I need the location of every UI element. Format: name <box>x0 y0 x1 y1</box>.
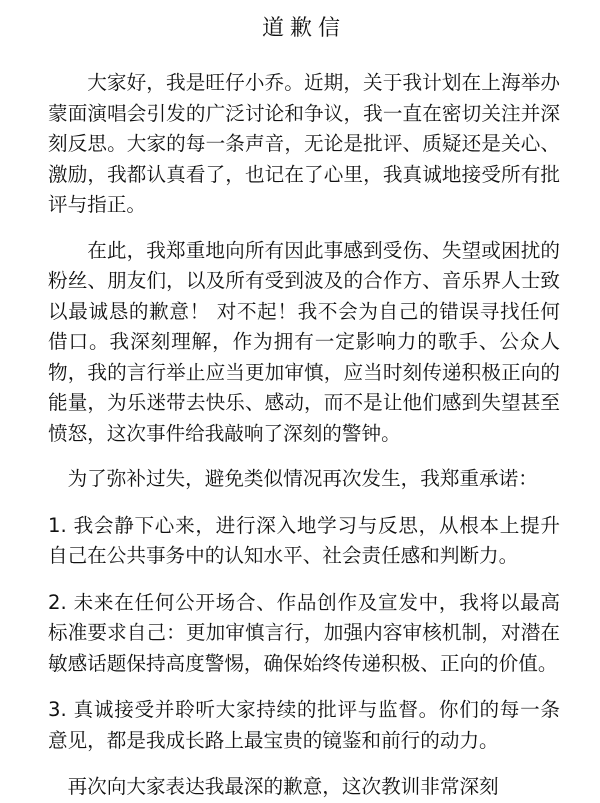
paragraph-commitment-intro: 为了弥补过失，避免类似情况再次发生，我郑重承诺： <box>67 467 538 490</box>
paragraph-closing-partial: 再次向大家表达我最深的歉意，这次教训非常深刻 <box>67 775 499 798</box>
paragraph-apology: 在此，我郑重地向所有因此事感到受伤、失望或困扰的粉丝、朋友们，以及所有受到波及的合作方、音乐界人士致以最诚恳的歉意！ 对不起！我不会为自己的错误寻找任何借口。我深刻理解，作为拥有一定影响力的歌手、公众人物，我的言行举止应当更加审慎，应当时刻传递积极正向的能量，为乐迷带去快乐、感动，而不是让他们感到失望甚至愤怒，这次事件给我敲响了深刻的警钟。 <box>48 238 560 445</box>
commitment-item-1: 1. 我会静下心来，进行深入地学习与反思，从根本上提升自己在公共事务中的认知水平、社会责任感和判断力。 <box>48 513 560 567</box>
paragraph-greeting: 大家好，我是旺仔小乔。近期，关于我计划在上海举办蒙面演唱会引发的广泛讨论和争议，我一直在密切关注并深刻反思。大家的每一条声音，无论是批评、质疑还是关心、激励，我都认真看了，也记在了心里，我真诚地接受所有批评与指正。 <box>48 71 560 216</box>
commitment-item-3: 3. 真诚接受并聆听大家持续的批评与监督。你们的每一条意见，都是我成长路上最宝贵的镜鉴和前行的动力。 <box>48 698 560 752</box>
commitment-item-2: 2. 未来在任何公开场合、作品创作及宣发中，我将以最高标准要求自己：更加审慎言行，加强内容审核机制，对潜在敏感话题保持高度警惕，确保始终传递积极、正向的价值。 <box>48 590 560 675</box>
letter-title: 道歉信 <box>261 16 346 41</box>
